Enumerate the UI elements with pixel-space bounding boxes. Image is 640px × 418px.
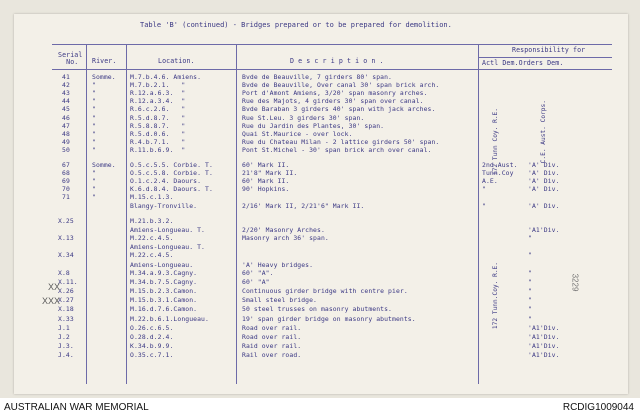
- row-serial: 68: [62, 169, 70, 178]
- row-description: Road over rail.: [242, 323, 302, 332]
- row-location: M.15.c.1.3.: [130, 193, 174, 202]
- margin-mark-2: XXX: [42, 296, 61, 306]
- row-location: R.11.b.6.9. ": [130, 145, 186, 154]
- row-orders: 'A1'Div.: [528, 323, 560, 332]
- row-serial: 44: [62, 97, 70, 106]
- row-location: M.22.c.4.5.: [130, 234, 174, 243]
- row-location: M.15.b.2.3.Camon.: [130, 287, 198, 295]
- row-serial: X.34: [58, 251, 74, 260]
- row-river: ": [92, 81, 96, 90]
- header-river: River.: [92, 57, 117, 65]
- row-orders: 'A' Div.: [528, 201, 560, 210]
- row-river: ": [92, 121, 96, 130]
- footer-bar: [0, 398, 640, 418]
- row-location: Amiens-Longueau. T.: [130, 243, 206, 252]
- group1-actual-resp: 172 Tunn Coy. R.E.: [492, 108, 499, 176]
- row-location: O.28.d.2.4.: [130, 333, 174, 341]
- group3-actual-resp: 172 Tunn.Coy. R.E.: [492, 262, 499, 330]
- row-orders: 'A' Div.: [528, 185, 560, 194]
- row-location: R.4.b.7.1. ": [130, 137, 186, 146]
- row-serial: X.11.: [58, 277, 78, 286]
- row-river: ": [92, 105, 96, 114]
- row-river: ": [92, 193, 96, 202]
- footer-id: RCDIG1009044: [562, 402, 634, 413]
- row-description: Port d'Amont Amiens, 3/20' span masonry arches.: [242, 89, 428, 98]
- row-actual: ": [482, 185, 486, 194]
- row-serial: 41: [62, 73, 70, 81]
- row-description: Rue du Chateau Milan - 2 lattice girders 50' span.: [242, 137, 440, 146]
- row-orders: ": [528, 277, 532, 286]
- row-location: M.16.d.7.6.Camon.: [130, 305, 198, 314]
- row-location: M.7.b.4.6. Amiens.: [130, 73, 202, 81]
- row-description: 60' "A": [242, 277, 270, 286]
- row-orders: ": [528, 251, 532, 260]
- row-orders: 'A1'Div.: [528, 333, 560, 341]
- row-actual: ": [482, 201, 486, 210]
- row-description: 21'8" Mark II.: [242, 169, 298, 178]
- row-river: ": [92, 185, 96, 194]
- footer-source: AUSTRALIAN WAR MEMORIAL: [4, 402, 149, 413]
- row-serial: X.27: [58, 296, 74, 305]
- header-serial: Serial No.: [58, 51, 83, 67]
- row-orders: 'A' Div.: [528, 169, 560, 178]
- col-divider-3: [236, 44, 237, 384]
- row-description: Continuous girder bridge with centre pier.: [242, 287, 408, 295]
- row-serial: X.26: [58, 287, 74, 295]
- row-serial: J.4.: [58, 351, 74, 360]
- row-orders: ": [528, 268, 532, 277]
- row-serial: X.18: [58, 305, 74, 314]
- row-orders: 'A1'Div.: [528, 351, 560, 360]
- row-description: Masonry arch 36' span.: [242, 234, 329, 243]
- row-description: 'A' Heavy bridges.: [242, 260, 314, 269]
- row-description: Rue des Majots, 4 girders 30' span over canal.: [242, 97, 424, 106]
- row-river: Somme.: [92, 161, 116, 169]
- row-location: M.7.b.2.1. ": [130, 81, 186, 90]
- row-orders: ": [528, 234, 532, 243]
- row-location: R.5.8.8.7. ": [130, 121, 186, 130]
- row-actual: A.E.: [482, 177, 498, 186]
- row-orders: ": [528, 314, 532, 323]
- row-description: Bvde de Beauville, Over canal 30' span brick arch.: [242, 81, 440, 90]
- row-serial: X.8: [58, 268, 70, 277]
- row-location: M.22.b.6.1.Longueau.: [130, 314, 209, 323]
- row-orders: 'A1'Div.: [528, 226, 560, 235]
- row-location: K.6.d.8.4. Daours. T.: [130, 185, 213, 194]
- row-description: 50 steel trusses on masonry abutments.: [242, 305, 393, 314]
- row-description: 2/20' Masonry Arches.: [242, 226, 325, 235]
- col-divider-1: [86, 44, 87, 384]
- header-description: D e s c r i p t i o n .: [290, 57, 384, 65]
- col-divider-2: [126, 44, 127, 384]
- row-location: M.34.b.7.5.Cagny.: [130, 277, 198, 286]
- row-location: R.5.d.8.7. ": [130, 113, 186, 122]
- row-description: Rue du Jardin des Plantes, 30' span.: [242, 121, 385, 130]
- row-location: O.26.c.6.5.: [130, 323, 174, 332]
- row-serial: X.13: [58, 234, 74, 243]
- row-river: ": [92, 129, 96, 138]
- row-serial: 47: [62, 121, 70, 130]
- margin-mark-1: XX: [48, 282, 61, 292]
- row-description: 90' Hopkins.: [242, 185, 290, 194]
- row-location: O.5.c.5.5. Corbie. T.: [130, 161, 213, 169]
- row-description: Pont St.Michel - 30' span brick arch over canal.: [242, 145, 432, 154]
- row-serial: J.1: [58, 323, 70, 332]
- row-description: Bvde Baraban 3 girders 40' span with jack arches.: [242, 105, 436, 114]
- row-location: K.34.b.9.9.: [130, 342, 174, 351]
- row-orders: 'A' Div.: [528, 161, 560, 169]
- table-title: Table 'B' (continued) - Bridges prepared or to be prepared for demolition.: [140, 21, 452, 29]
- row-location: Amiens-Longueau. T.: [130, 226, 206, 235]
- row-location: M.34.a.9.3.Cagny.: [130, 268, 198, 277]
- row-river: ": [92, 113, 96, 122]
- header-responsibility: Responsibility for: [512, 46, 586, 54]
- row-orders: 'A' Div.: [528, 177, 560, 186]
- row-serial: 71: [62, 193, 70, 202]
- row-orders: ": [528, 296, 532, 305]
- row-serial: J.3.: [58, 342, 74, 351]
- row-river: ": [92, 145, 96, 154]
- row-orders: 'A1'Div.: [528, 342, 560, 351]
- row-description: 60' Mark II.: [242, 177, 290, 186]
- row-location: M.22.c.4.5.: [130, 251, 174, 260]
- row-serial: J.2: [58, 333, 70, 341]
- row-description: 60' "A".: [242, 268, 274, 277]
- row-description: 19' span girder bridge on masonry abutments.: [242, 314, 416, 323]
- row-river: ": [92, 97, 96, 106]
- resp-sub-rule: [478, 57, 612, 58]
- row-serial: 67: [62, 161, 70, 169]
- group1-orders-resp: C.E. Aust. Corps.: [540, 100, 547, 164]
- row-serial: 45: [62, 105, 70, 114]
- row-location: R.12.a.3.4. ": [130, 97, 186, 106]
- row-location: M.15.b.3.1.Camon.: [130, 296, 198, 305]
- pencil-note: 3229: [570, 273, 580, 292]
- row-location: R.5.d.0.6. ": [130, 129, 186, 138]
- col-divider-4: [478, 44, 479, 384]
- row-river: ": [92, 89, 96, 98]
- row-description: Rue St.Leu. 3 girders 30' span.: [242, 113, 365, 122]
- row-location: Amiens-Longueau.: [130, 260, 194, 269]
- row-description: Small steel bridge.: [242, 296, 318, 305]
- row-description: 2/16' Mark II, 2/21'6" Mark II.: [242, 201, 365, 210]
- row-serial: X.25: [58, 217, 74, 225]
- row-description: Quai St.Maurice - over lock.: [242, 129, 353, 138]
- row-serial: 69: [62, 177, 70, 186]
- row-actual: Tunn.Coy: [482, 169, 514, 178]
- row-description: 60' Mark II.: [242, 161, 290, 169]
- row-serial: 50: [62, 145, 70, 154]
- row-serial: 48: [62, 129, 70, 138]
- row-serial: 46: [62, 113, 70, 122]
- row-serial: 70: [62, 185, 70, 194]
- row-description: Bvde de Beauville, 7 girders 80' span.: [242, 73, 393, 81]
- header-top-rule: [52, 44, 612, 45]
- row-location: M.21.b.3.2.: [130, 217, 174, 225]
- row-location: Blangy-Tronville.: [130, 201, 198, 210]
- row-location: O.35.c.7.1.: [130, 351, 174, 360]
- header-resp-sub: Actl Dem.Orders Dem.: [482, 59, 564, 67]
- row-serial: 43: [62, 89, 70, 98]
- row-description: Rail over road.: [242, 351, 302, 360]
- row-actual: 2nd Aust.: [482, 161, 518, 169]
- row-location: O.1.c.2.4. Daours.: [130, 177, 202, 186]
- row-serial: 49: [62, 137, 70, 146]
- row-serial: X.33: [58, 314, 74, 323]
- row-river: ": [92, 137, 96, 146]
- row-location: R.12.a.6.3. ": [130, 89, 186, 98]
- row-description: Raid over rail.: [242, 342, 302, 351]
- row-river: Somme.: [92, 73, 116, 81]
- row-orders: ": [528, 287, 532, 295]
- row-location: R.6.c.2.6. ": [130, 105, 186, 114]
- row-orders: ": [528, 305, 532, 314]
- header-bottom-rule: [52, 69, 612, 70]
- header-location: Location.: [158, 57, 195, 65]
- row-river: ": [92, 169, 96, 178]
- row-description: Road over rail.: [242, 333, 302, 341]
- row-location: O.5.c.5.8. Corbie. T.: [130, 169, 213, 178]
- row-serial: 42: [62, 81, 70, 90]
- row-river: ": [92, 177, 96, 186]
